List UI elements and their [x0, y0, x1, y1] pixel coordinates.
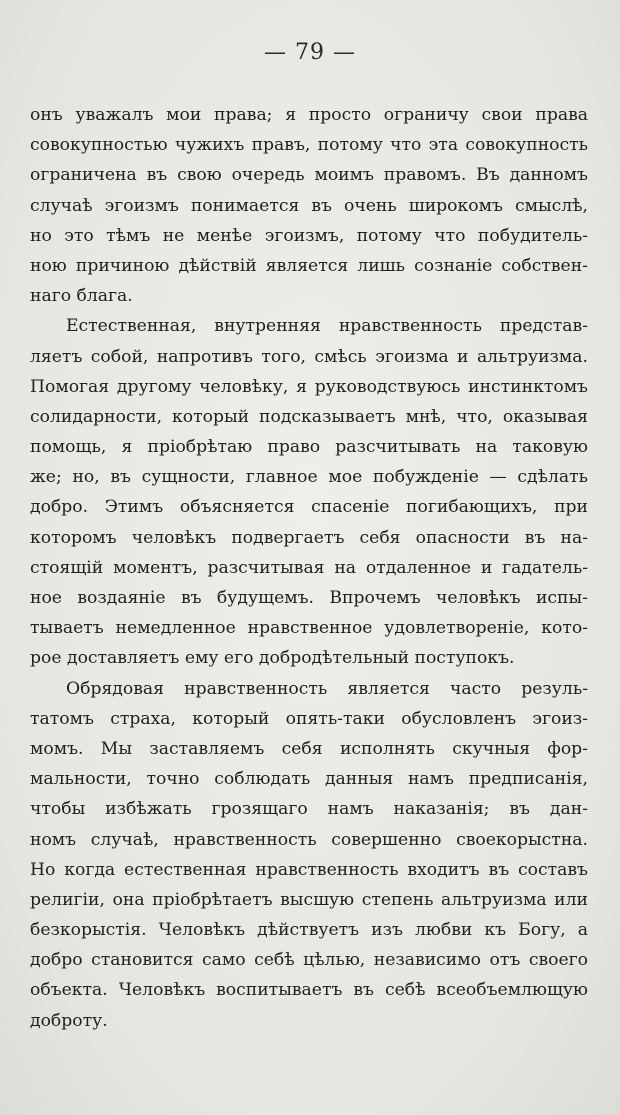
text-line: доброту.	[30, 1010, 108, 1031]
text-line: религіи, она пріобрѣтаетъ высшую степень альтруизма или	[30, 889, 588, 910]
text-line: номъ случаѣ, нравственность совершенно своекорыстна.	[30, 829, 588, 850]
text-line: момъ. Мы заставляемъ себя исполнять скучныя фор-	[30, 738, 588, 759]
text-line: Но когда естественная нравственность входитъ въ составъ	[30, 859, 588, 880]
page-text	[30, 100, 588, 1036]
text-line: мальности, точно соблюдать данныя намъ предписанія,	[30, 769, 588, 790]
text-line: безкорыстія. Человѣкъ дѣйствуетъ изъ любви къ Богу, а	[30, 920, 588, 941]
text-line: наго блага.	[30, 286, 133, 307]
text-line: совокупностью чужихъ правъ, потому что эта совокупность	[30, 135, 588, 156]
text-line: Обрядовая нравственность является часто резуль-	[66, 678, 588, 699]
text-line: ное воздаяніе въ будущемъ. Впрочемъ человѣкъ испы-	[30, 588, 588, 608]
text-line: которомъ человѣкъ подвергаетъ себя опасности въ на-	[30, 527, 588, 548]
text-line: же; но, въ сущности, главное мое побужденіе — сдѣлать	[30, 467, 588, 488]
text-line: чтобы избѣжать грозящаго намъ наказанія; въ дан-	[30, 799, 588, 820]
text-line: но это тѣмъ не менѣе эгоизмъ, потому что побудитель-	[30, 225, 588, 246]
text-line: объекта. Человѣкъ воспитываетъ въ себѣ всеобъемлющую	[30, 980, 588, 1001]
text-line: случаѣ эгоизмъ понимается въ очень широкомъ смыслѣ,	[30, 195, 588, 216]
page-number: — 79 —	[264, 40, 356, 65]
text-line: солидарности, который подсказываетъ мнѣ, что, оказывая	[30, 406, 588, 427]
text-line: стоящій моментъ, разсчитывая на отдаленное и гадатель-	[30, 557, 588, 578]
text-line: Естественная, внутренняя нравственность представ-	[66, 316, 588, 337]
text-line: ограничена въ свою очередь моимъ правомъ. Въ данномъ	[30, 165, 588, 186]
text-line: добро. Этимъ объясняется спасеніе погибающихъ, при	[30, 497, 588, 518]
text-line: татомъ страха, который опять-таки обусловленъ эгоиз-	[30, 708, 588, 729]
text-line: ляетъ собой, напротивъ того, смѣсь эгоизма и альтруизма.	[30, 346, 588, 367]
text-line: помощь, я пріобрѣтаю право разсчитывать на таковую	[30, 437, 588, 458]
text-line: Помогая другому человѣку, я руководствуюсь инстинктомъ	[30, 376, 588, 397]
text-line: онъ уважалъ мои права; я просто ограничу свои права	[30, 105, 588, 125]
text-line: тываетъ немедленное нравственное удовлетвореніе, кото-	[30, 618, 588, 639]
text-line: ною причиною дѣйствій является лишь сознаніе собствен-	[30, 255, 588, 276]
text-line: рое доставляетъ ему его добродѣтельный поступокъ.	[30, 648, 515, 669]
text-line: добро становится само себѣ цѣлью, независимо отъ своего	[30, 950, 588, 971]
